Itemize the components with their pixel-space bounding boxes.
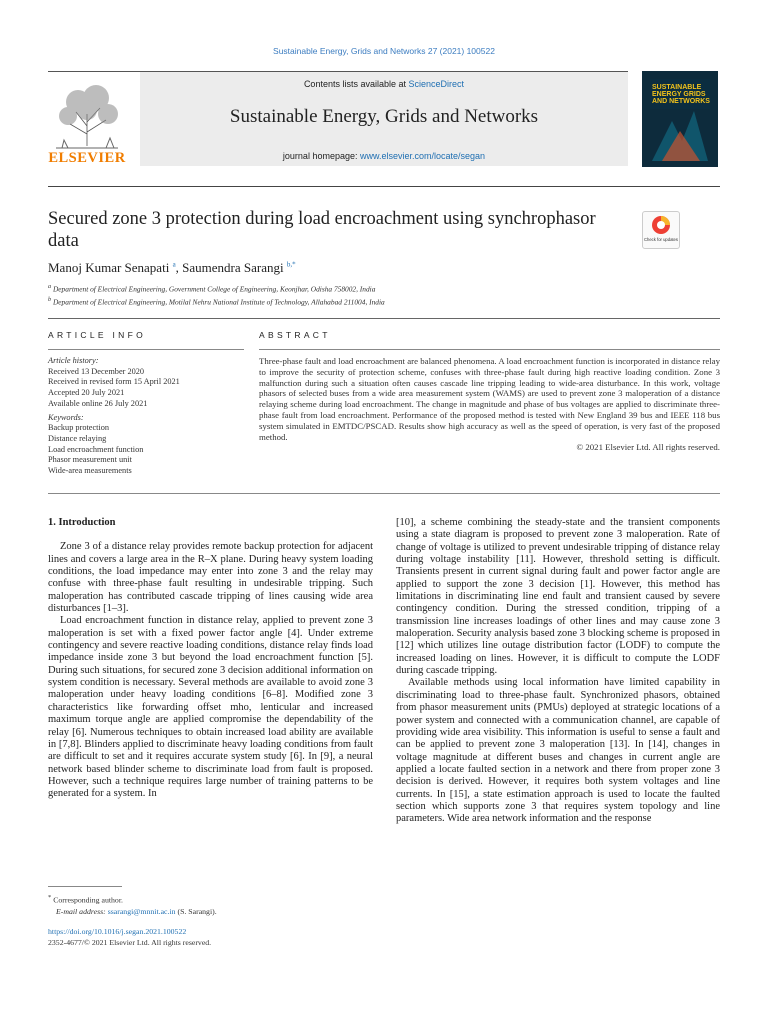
check-for-updates-icon: [643, 212, 679, 248]
article-info-heading: ARTICLE INFO: [48, 330, 147, 340]
author-affil-sup[interactable]: b,*: [286, 260, 296, 269]
email-suffix: (S. Sarangi).: [177, 906, 217, 916]
corresponding-footnote: [48, 892, 368, 917]
corresponding-mark: *: [48, 894, 52, 901]
sciencedirect-link[interactable]: ScienceDirect: [408, 79, 465, 89]
journal-homepage-link[interactable]: www.elsevier.com/locate/segan: [360, 151, 486, 161]
cover-title: SUSTAINABLE ENERGY GRIDS AND NETWORKS: [652, 84, 710, 105]
author-name: Saumendra Sarangi: [182, 260, 284, 275]
author-affil-sup[interactable]: a: [172, 260, 176, 269]
email-line: [48, 906, 368, 917]
author-email-link[interactable]: ssarangi@mnnit.ac.in: [107, 906, 176, 916]
keyword: Backup protection: [48, 423, 110, 433]
affiliation-a: [48, 282, 385, 295]
received-date: Received 13 December 2020: [48, 366, 145, 376]
history-label: Article history:: [48, 356, 99, 365]
revised-date: Received in revised form 15 April 2021: [48, 377, 180, 387]
masthead-divider: [48, 186, 720, 187]
keywords-label: Keywords:: [48, 412, 84, 422]
check-updates-label: Check for updates: [644, 237, 678, 242]
abstract-rule: [259, 349, 720, 350]
online-date: Available online 26 July 2021: [48, 398, 148, 408]
affil-text: Department of Electrical Engineering, Government College of Engineering, Keonjhar, Odisha 758002, India: [52, 284, 376, 294]
body-right-column: [396, 517, 720, 826]
corresponding-author-note: [48, 892, 368, 906]
issn-copyright: 2352-4677/© 2021 Elsevier Ltd. All rights reserved.: [48, 938, 212, 947]
article-info: [48, 356, 248, 477]
body-paragraph: [10], a scheme combining the steady-state and the transient components using a state diagram is proposed to prevent zone 3 maloperation. Rate of change of voltage is utilized to prevent undesirable tripping of distance relay during voltage instability [11]. However, threshold setting is difficult. Transients present in current signal during fault and power factor angle are applied to support the zone 3 decision [1]. However, this method has limitations in discriminating line end fault and transient caused by severe contingency condition. During the stressed condition, tripping of a transmission line increases loadings of other lines and may cause zone 3 maloperation. Security analysis based zone 3 blocking scheme is proposed in [12] which utilizes line outage distribution factor (LODF) to compute the increased loading on lines. However, it is difficult to compute the LODF during cascade tripping.: [396, 517, 720, 677]
homepage-prefix: journal homepage:: [282, 151, 358, 161]
front-matter-divider: [48, 318, 720, 319]
contents-lists-line: [140, 79, 628, 89]
affil-text: Department of Electrical Engineering, Motilal Nehru National Institute of Technology, Allahabad 211004, India: [52, 297, 385, 307]
abstract-block: [259, 356, 720, 453]
body-paragraph: Zone 3 of a distance relay provides remote backup protection for adjacent lines and covers a large area in the R–X plane. During heavy system loading conditions, the load impedance may enter into zone 3 and the relay may confuse with three-phase fault resulting in undesirable tripping. Such maloperation has contributed cascade tripping of lines causing wide area disturbances [1–3].: [48, 541, 373, 615]
keyword: Phasor measurement unit: [48, 455, 132, 465]
keyword: Wide-area measurements: [48, 466, 132, 476]
keyword: Distance relaying: [48, 433, 107, 443]
body-left-column: [48, 517, 373, 801]
abstract-bottom-rule: [48, 493, 720, 494]
abstract-copyright: © 2021 Elsevier Ltd. All rights reserved.: [576, 442, 720, 453]
article-title: Secured zone 3 protection during load encroachment using synchrophasor data: [48, 209, 596, 251]
affil-sup: b: [48, 296, 52, 303]
email-label: E-mail address:: [56, 906, 106, 916]
elsevier-wordmark: ELSEVIER: [48, 150, 126, 166]
contents-prefix: Contents lists available at: [303, 79, 406, 89]
affiliations: [48, 282, 385, 308]
keyword: Load encroachment function: [48, 444, 144, 454]
section-heading-introduction: 1. Introduction: [48, 517, 116, 528]
affiliation-b: [48, 295, 385, 308]
abstract-text: Three-phase fault and load encroachment are balanced phenomena. A load encroachment function is incorporated in distance relay to improve the security of protection scheme, confuses with three-phase fault during high reactive loading condition. Zone 3 malfunction during such a situation often causes cascade line tripping leading to wide-area disturbance. In this work, voltage phasors of selected buses from a wide area measurement system (WAMS) are used to prevent zone 3 maloperation of a distance relaying scheme during load encroachment. The change in magnitude and phase of bus voltages are applied to discriminate three-phase fault from load encroachment. Performance of the proposed method is tested with New England 39 bus and IEEE 118 bus system simulated in EMTDC/PSCAD. Results show high accuracy as well as the speed of operation, is very fast of the proposed method.: [259, 356, 720, 442]
doi-block: [48, 926, 368, 948]
author-name: Manoj Kumar Senapati: [48, 260, 170, 275]
journal-title: Sustainable Energy, Grids and Networks: [229, 106, 539, 127]
author-list: Manoj Kumar Senapati $^a$, Saumendra Sarangi $^{b,*}$: [48, 260, 296, 275]
doi-link[interactable]: https://doi.org/10.1016/j.segan.2021.100522: [48, 927, 187, 936]
corresponding-text: Corresponding author.: [53, 895, 123, 905]
accepted-date: Accepted 20 July 2021: [48, 388, 125, 398]
footnote-rule: [48, 886, 122, 887]
body-paragraph: Load encroachment function in distance relay, applied to prevent zone 3 maloperation is set with a fixed power factor angle [4]. Under extreme contingency and severe reactive loading conditions, distance relay finds load impedance inside zone 3 but beyond the load encroachment function [5]. During such situations, for secured zone 3 decision additional information on system condition is necessary. Several methods are available to avoid zone 3 maloperation under heavy loading conditions [6–8]. Modified zone 3 characteristics like forwarding offset mho, lenticular and increased maximum torque angle are applied compromise the dependability of the relay [6]. Numerous techniques to obtain increased load ability are available in [7,8]. Blinders applied to discriminate heavy loading conditions from fault are difficult to set and it requires accurate system study [6]. In [9], a neural network based blinder scheme to discriminate load from fault is proposed. However, such a technique requires large number of training patterns to be generated for a system. In: [48, 615, 373, 800]
body-paragraph: Available methods using local information have limited capability in discriminating load to three-phase fault. Synchronized phasors, obtained from phasor measurement units (PMUs) deployed at strategic locations of a power system and connected with a communication channel, are capable of providing wide area visibility. This information is useful to sense a fault and can be applied to prevent zone 3 maloperation [13]. In [14], changes in voltage magnitude at different buses and changes in current angle are applied a locate faulted section in a network and there from proper zone 3 decision is derived. However, it requires both system voltages and line currents. In [15], a state estimation approach is used to locate the faulted section which supports zone 3 that requires system topology and line parameters. Wide area network information and the response: [396, 677, 720, 825]
check-for-updates-badge[interactable]: [642, 211, 680, 249]
affil-sup: a: [48, 284, 52, 290]
journal-citation-header[interactable]: Sustainable Energy, Grids and Networks 27 (2021) 100522: [273, 46, 495, 56]
journal-homepage-line: [140, 151, 628, 161]
abstract-heading: ABSTRACT: [259, 330, 331, 340]
info-rule: [48, 349, 244, 350]
